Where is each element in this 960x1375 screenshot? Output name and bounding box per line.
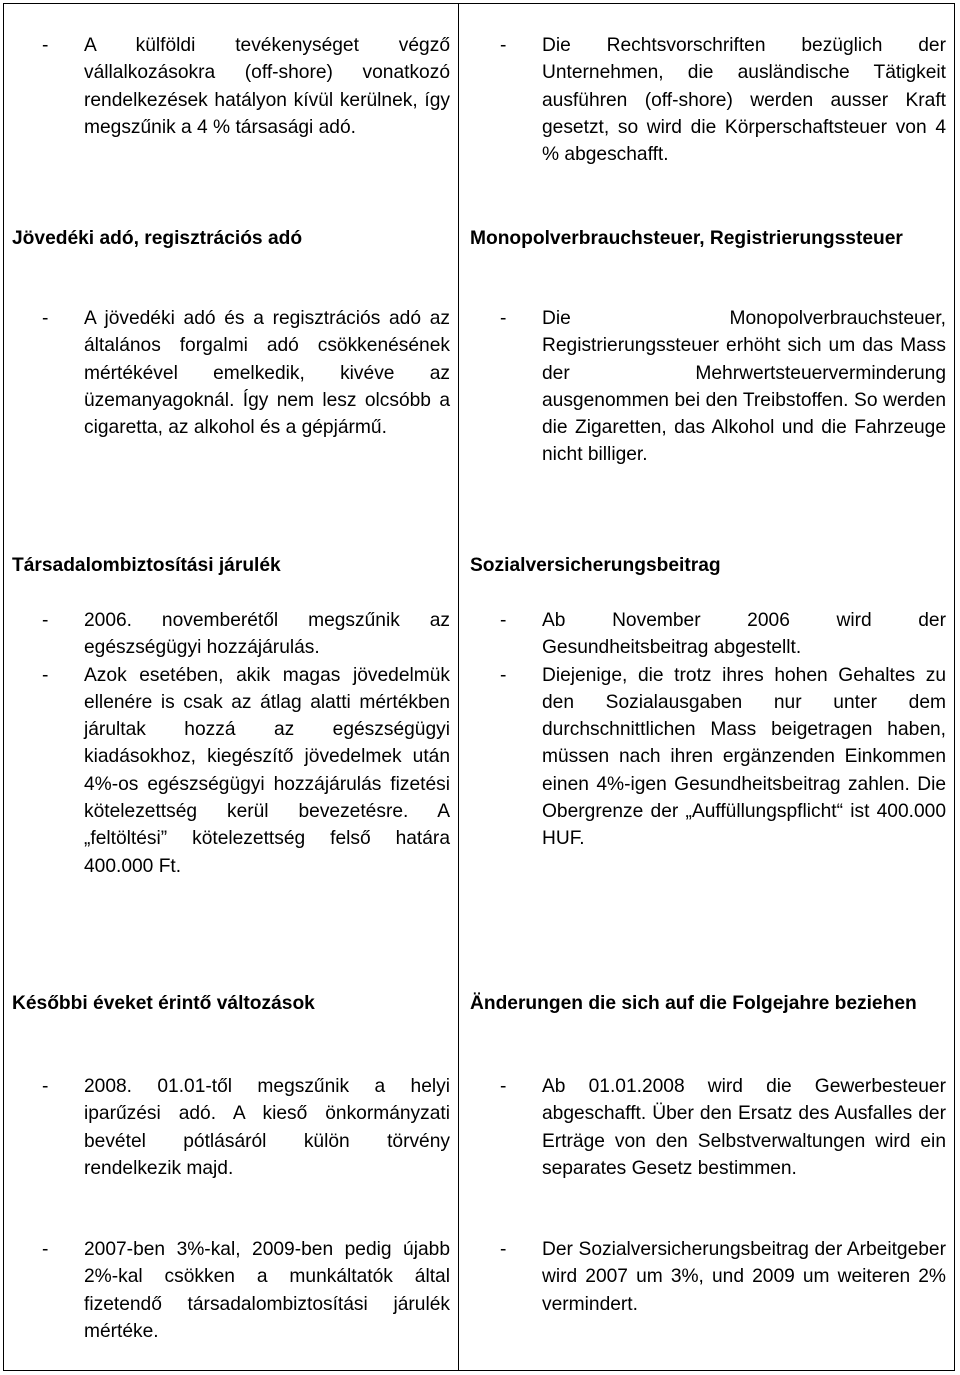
- left-section-social-security: [12, 607, 450, 880]
- list-item: - 2006. novemberétől megszűnik az egészségügyi hozzájárulás.: [12, 607, 450, 662]
- right-heading-social-security: Sozialversicherungsbeitrag: [470, 555, 721, 576]
- right-section-social-security: [470, 607, 946, 853]
- right-heading-excise: Monopolverbrauchsteuer, Registrierungssteuer: [470, 228, 903, 249]
- list-item: - Die Monopolverbrauchsteuer, Registrierungssteuer erhöht sich um das Mass der Mehrwertsteuerverminderung ausgenommen bei den Treibstoffen. So werden die Zigaretten, das Alkohol und die Fahrzeuge nicht billiger.: [470, 305, 946, 469]
- right-offshore-list: [470, 32, 946, 168]
- list-item: - Ab 01.01.2008 wird die Gewerbesteuer abgeschafft. Über den Ersatz des Ausfalles der Erträge von den Selbstverwaltungen wird ein separates Gesetz bestimmen.: [470, 1073, 946, 1182]
- list-item: - 2008. 01.01-től megszűnik a helyi iparűzési adó. A kieső önkormányzati bevétel pótlásáról külön törvény rendelkezik majd.: [12, 1073, 450, 1182]
- left-social-security-list: [12, 607, 450, 880]
- list-item: - Ab November 2006 wird der Gesundheitsbeitrag abgestellt.: [470, 607, 946, 662]
- right-section-employer-contribution: [470, 1236, 946, 1318]
- list-item: - Der Sozialversicherungsbeitrag der Arbeitgeber wird 2007 um 3%, und 2009 um weiteren 2% vermindert.: [470, 1236, 946, 1318]
- list-item: - A jövedéki adó és a regisztrációs adó az általános forgalmi adó csökkenésének mértékével emelkedik, kivéve az üzemanyagoknál. Így nem lesz olcsóbb a cigaretta, az alkohol és a gépjármű.: [12, 305, 450, 441]
- list-item: - Azok esetében, akik magas jövedelmük ellenére is csak az átlag alatti mértékben járultak hozzá az egészségügyi kiadásokhoz, kiegészítő jövedelmek után 4%-os egészségügyi hozzájárulás fizetési kötelezettség kerül bevezetésre. A „feltöltési” kötelezettség felső határa 400.000 Ft.: [12, 662, 450, 880]
- left-heading-social-security: Társadalombiztosítási járulék: [12, 555, 281, 576]
- right-section-excise: [470, 305, 946, 469]
- right-employer-contribution-list: [470, 1236, 946, 1318]
- right-social-security-list: [470, 607, 946, 853]
- column-divider: [458, 3, 459, 1371]
- right-later-years-list: [470, 1073, 946, 1182]
- left-section-offshore: [12, 32, 450, 141]
- left-employer-contribution-list: [12, 1236, 450, 1345]
- right-section-offshore: [470, 32, 946, 168]
- left-section-excise: [12, 305, 450, 441]
- left-heading-excise: Jövedéki adó, regisztrációs adó: [12, 228, 303, 249]
- left-excise-list: [12, 305, 450, 441]
- right-section-later-years: [470, 1073, 946, 1182]
- right-heading-later-years: Änderungen die sich auf die Folgejahre beziehen: [470, 993, 917, 1014]
- left-offshore-list: [12, 32, 450, 141]
- list-item: - 2007-ben 3%-kal, 2009-ben pedig újabb 2%-kal csökken a munkáltatók által fizetendő társadalombiztosítási járulék mértéke.: [12, 1236, 450, 1345]
- right-excise-list: [470, 305, 946, 469]
- list-item: - Diejenige, die trotz ihres hohen Gehaltes zu den Sozialausgaben nur unter dem durchschnittlichen Mass beigetragen haben, müssen nach ihren ergänzenden Einkommen einen 4%-igen Gesundheitsbeitrag zahlen. Die Obergrenze der „Auffüllungspflicht“ ist 400.000 HUF.: [470, 662, 946, 853]
- left-section-employer-contribution: [12, 1236, 450, 1345]
- left-heading-later-years: Későbbi éveket érintő változások: [12, 993, 315, 1014]
- list-item: - A külföldi tevékenységet végző vállalkozásokra (off-shore) vonatkozó rendelkezések hatályon kívül kerülnek, így megszűnik a 4 % társasági adó.: [12, 32, 450, 141]
- left-section-later-years: [12, 1073, 450, 1182]
- list-item: - Die Rechtsvorschriften bezüglich der Unternehmen, die ausländische Tätigkeit ausführen (off-shore) werden ausser Kraft gesetzt, so wird die Körperschaftsteuer von 4 % abgeschafft.: [470, 32, 946, 168]
- left-later-years-list: [12, 1073, 450, 1182]
